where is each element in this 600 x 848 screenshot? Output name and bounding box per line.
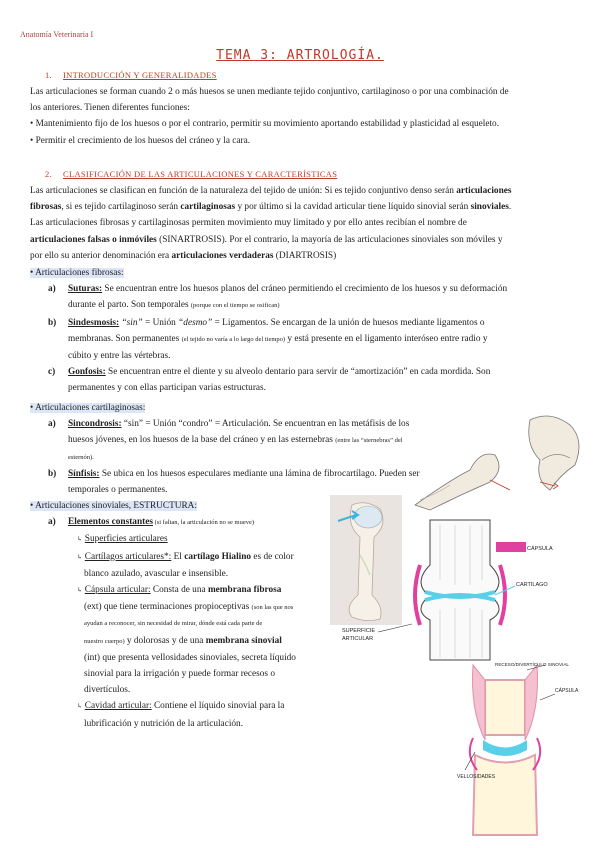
text: temporales o permanentes. <box>68 485 168 496</box>
fibrous-joints <box>30 265 600 397</box>
synovial-joints <box>30 498 330 732</box>
note: ayudan a reconocer, sin necesidad de mirar, dónde está cada parte de <box>84 620 263 628</box>
text: Se encuentran entre el diente y su alveolo dentario para servir de “amortización” en cada mordida. Son <box>105 367 491 378</box>
text: sinovial para la irrigación y puede formar recesos o <box>84 669 276 680</box>
mandible-illustration <box>410 410 590 510</box>
section-title: INTRODUCCIÓN Y GENERALIDADES <box>63 70 217 80</box>
label-superficie-1: SUPERFICIE <box>342 628 376 634</box>
label-cartilago: CARTÍLAGO <box>516 582 548 588</box>
term-sindesmosis: Sindesmosis: <box>68 317 120 328</box>
bold-term: membrana fibrosa <box>207 585 282 596</box>
label-capsula: CÁPSULA <box>527 546 553 552</box>
item-label: a) <box>48 284 56 295</box>
text: permanentes y con ellas participan varias estructuras. <box>68 383 266 394</box>
arrow-icon: ↳ <box>77 553 83 561</box>
arrow-icon: ↳ <box>77 536 83 544</box>
text: Se ubica en los huesos especulares mediante una lámina de fibrocartílago. Pueden ser <box>99 468 420 479</box>
note: (si faltan, la articulación no se mueve) <box>152 519 255 527</box>
subheading-fibrous: • Articulaciones fibrosas: <box>30 268 124 278</box>
section-1-body <box>30 84 590 149</box>
paragraph-line: Las articulaciones se forman cuando 2 o más huesos se unen mediante tejido conjuntivo, cartilaginoso o por una combinación de <box>30 87 509 97</box>
text: lubrificación y nutrición de la articulación. <box>84 718 244 729</box>
item-label: b) <box>48 317 57 328</box>
joint-diagram-2 <box>455 660 595 845</box>
joint-diagram-1 <box>410 520 553 660</box>
text: cúbito y entre las vértebras. <box>68 351 171 362</box>
label-superficie-2: ARTICULAR <box>342 636 374 642</box>
text: = Unión <box>142 317 179 328</box>
text: El <box>171 551 185 562</box>
section-2-heading <box>45 169 337 179</box>
cartilaginous-joints <box>30 400 470 498</box>
item-label: a) <box>48 517 56 528</box>
label-superficie-articular <box>340 622 415 652</box>
label-vellosidades: VELLOSIDADES <box>457 774 496 780</box>
document-header: Anatomía Veterinaria I <box>20 30 94 39</box>
term-sinfisis: Sínfisis: <box>68 468 100 479</box>
text: (DIARTROSIS) <box>273 250 337 261</box>
text: huesos jóvenes, en los huesos de la base del cráneo y en las esternebras <box>68 435 336 446</box>
text: Contiene el líquido sinovial para la <box>151 701 285 712</box>
section-title: CLASIFICACIÓN DE LAS ARTICULACIONES Y CARACTERÍSTICAS <box>63 169 338 179</box>
paragraph-line: los anteriores. Tienen diferentes funciones: <box>30 103 190 114</box>
text: , si es tejido cartilaginoso serán <box>61 202 181 213</box>
bold-term: articulaciones <box>456 186 512 196</box>
term-gonfosis: Gonfosis: <box>68 367 106 378</box>
text: “sin” = Unión “condro” = Articulación. Se encuentran en las metáfisis de los <box>121 419 410 430</box>
note: (entre las “sternebras” del <box>335 437 403 445</box>
text: (SINARTROSIS). Por el contrario, la mayoría de las articulaciones sinoviales son móviles y <box>156 234 503 245</box>
text: blanco azulado, avascular e insensible. <box>84 568 229 579</box>
text: divertículos. <box>84 685 131 696</box>
arrow-icon: ↳ <box>77 587 83 595</box>
item-cartilagos: Cartílagos articulares*: <box>84 551 172 562</box>
section-number: 2. <box>45 169 52 179</box>
label-capsula-2: CÁPSULA <box>555 688 579 694</box>
text: por ello su anterior denominación era <box>30 250 172 261</box>
note: (son las que nos <box>251 604 294 612</box>
paragraph-line: Las articulaciones fibrosas y cartilaginosas permiten movimiento muy limitado y por ello antes recibían el nombre de <box>30 218 467 229</box>
section-2-body: Las articulaciones se clasifican en función de la naturaleza del tejido de unión: Si es tejido conjuntivo denso serán articulaciones fibrosas, si es tejido cartilaginoso serán cartilaginosas y por último si la cavidad articular tiene líquido sinovial serán sinoviales. Las articulaciones fibrosas y cartilaginosas permiten movimiento muy limitado y por ello antes recibían el nombre de articulaciones falsas o inmóviles (SINARTROSIS). Por el contrario, la mayoría de las articulaciones sinoviales son móviles y por ello su anterior denominación era articulaciones verdaderas (DIARTROSIS) <box>30 183 595 264</box>
title-text: TEMA 3: ARTROLOGÍA. <box>216 48 384 63</box>
page-title <box>0 48 600 63</box>
section-number: 1. <box>45 70 52 80</box>
bold-term: sinoviales <box>470 202 509 213</box>
text: y por último si la cavidad articular tiene líquido sinovial serán <box>235 202 471 213</box>
item-label: a) <box>48 419 56 430</box>
term-sincondrosis: Sincondrosis: <box>68 419 122 430</box>
text: es de color <box>251 551 294 562</box>
quote: “sin” <box>119 317 143 328</box>
term-suturas: Suturas: <box>68 284 103 295</box>
text: Las articulaciones se clasifican en función de la naturaleza del tejido de unión: Si es tejido conjuntivo denso serán <box>30 186 457 196</box>
item-label: b) <box>48 468 57 479</box>
bold-term: cartilaginosas <box>180 202 236 213</box>
text: (ext) que tiene terminaciones propioceptivas <box>84 602 252 613</box>
note: esternón). <box>68 453 94 461</box>
text: membranas. Son permanentes <box>68 333 182 344</box>
arrow-icon: ↳ <box>77 703 83 711</box>
bold-term: fibrosas <box>30 202 62 213</box>
text: (int) que presenta vellosidades sinoviales, secreta líquido <box>84 652 296 663</box>
text: y está presente en el ligamento interóseo entre radio y <box>285 333 488 344</box>
bold-term: articulaciones verdaderas <box>171 250 274 261</box>
label-receso: RECESO/DIVERTÍCULO SINOVIAL <box>495 662 569 667</box>
term-elementos-constantes: Elementos constantes <box>68 517 153 528</box>
bullet-item: • Mantenimiento fijo de los huesos o por el contrario, permitir su movimiento aportando estabilidad y plasticidad al esqueleto. <box>30 119 500 130</box>
note: nuestro cuerpo) <box>84 637 125 645</box>
text: = Ligamentos. Se encargan de la unión de huesos mediante ligamentos o <box>212 317 485 328</box>
section-1-heading <box>45 70 217 80</box>
text: Se encuentran entre los huesos planos del cráneo permitiendo el crecimiento de los huesos y su deformación <box>102 284 508 295</box>
item-superficies: Superficies articulares <box>84 534 168 545</box>
note: (porque con el tiempo se osifican) <box>190 302 280 310</box>
femur-photo <box>330 495 402 625</box>
quote: “desmo” <box>178 317 213 328</box>
bold-term: articulaciones falsas o inmóviles <box>30 234 157 245</box>
item-capsula: Cápsula articular: <box>84 585 151 596</box>
subheading-synovial: • Articulaciones sinoviales, ESTRUCTURA: <box>30 501 197 511</box>
note: (el tejido no varía a lo largo del tiempo) <box>181 335 286 343</box>
item-cavidad: Cavidad articular: <box>84 701 152 712</box>
bold-term: membrana sinovial <box>205 635 282 646</box>
item-label: c) <box>48 367 56 378</box>
text: durante el parto. Son temporales <box>68 300 191 311</box>
text: Consta de una <box>150 585 208 596</box>
subheading-cartilaginous: • Articulaciones cartilaginosas: <box>30 403 146 413</box>
bold-term: cartílago Hialino <box>184 551 252 562</box>
bullet-item: • Permitir el crecimiento de los huesos del cráneo y la cara. <box>30 135 251 146</box>
text: y dolorosas y de una <box>124 635 206 646</box>
